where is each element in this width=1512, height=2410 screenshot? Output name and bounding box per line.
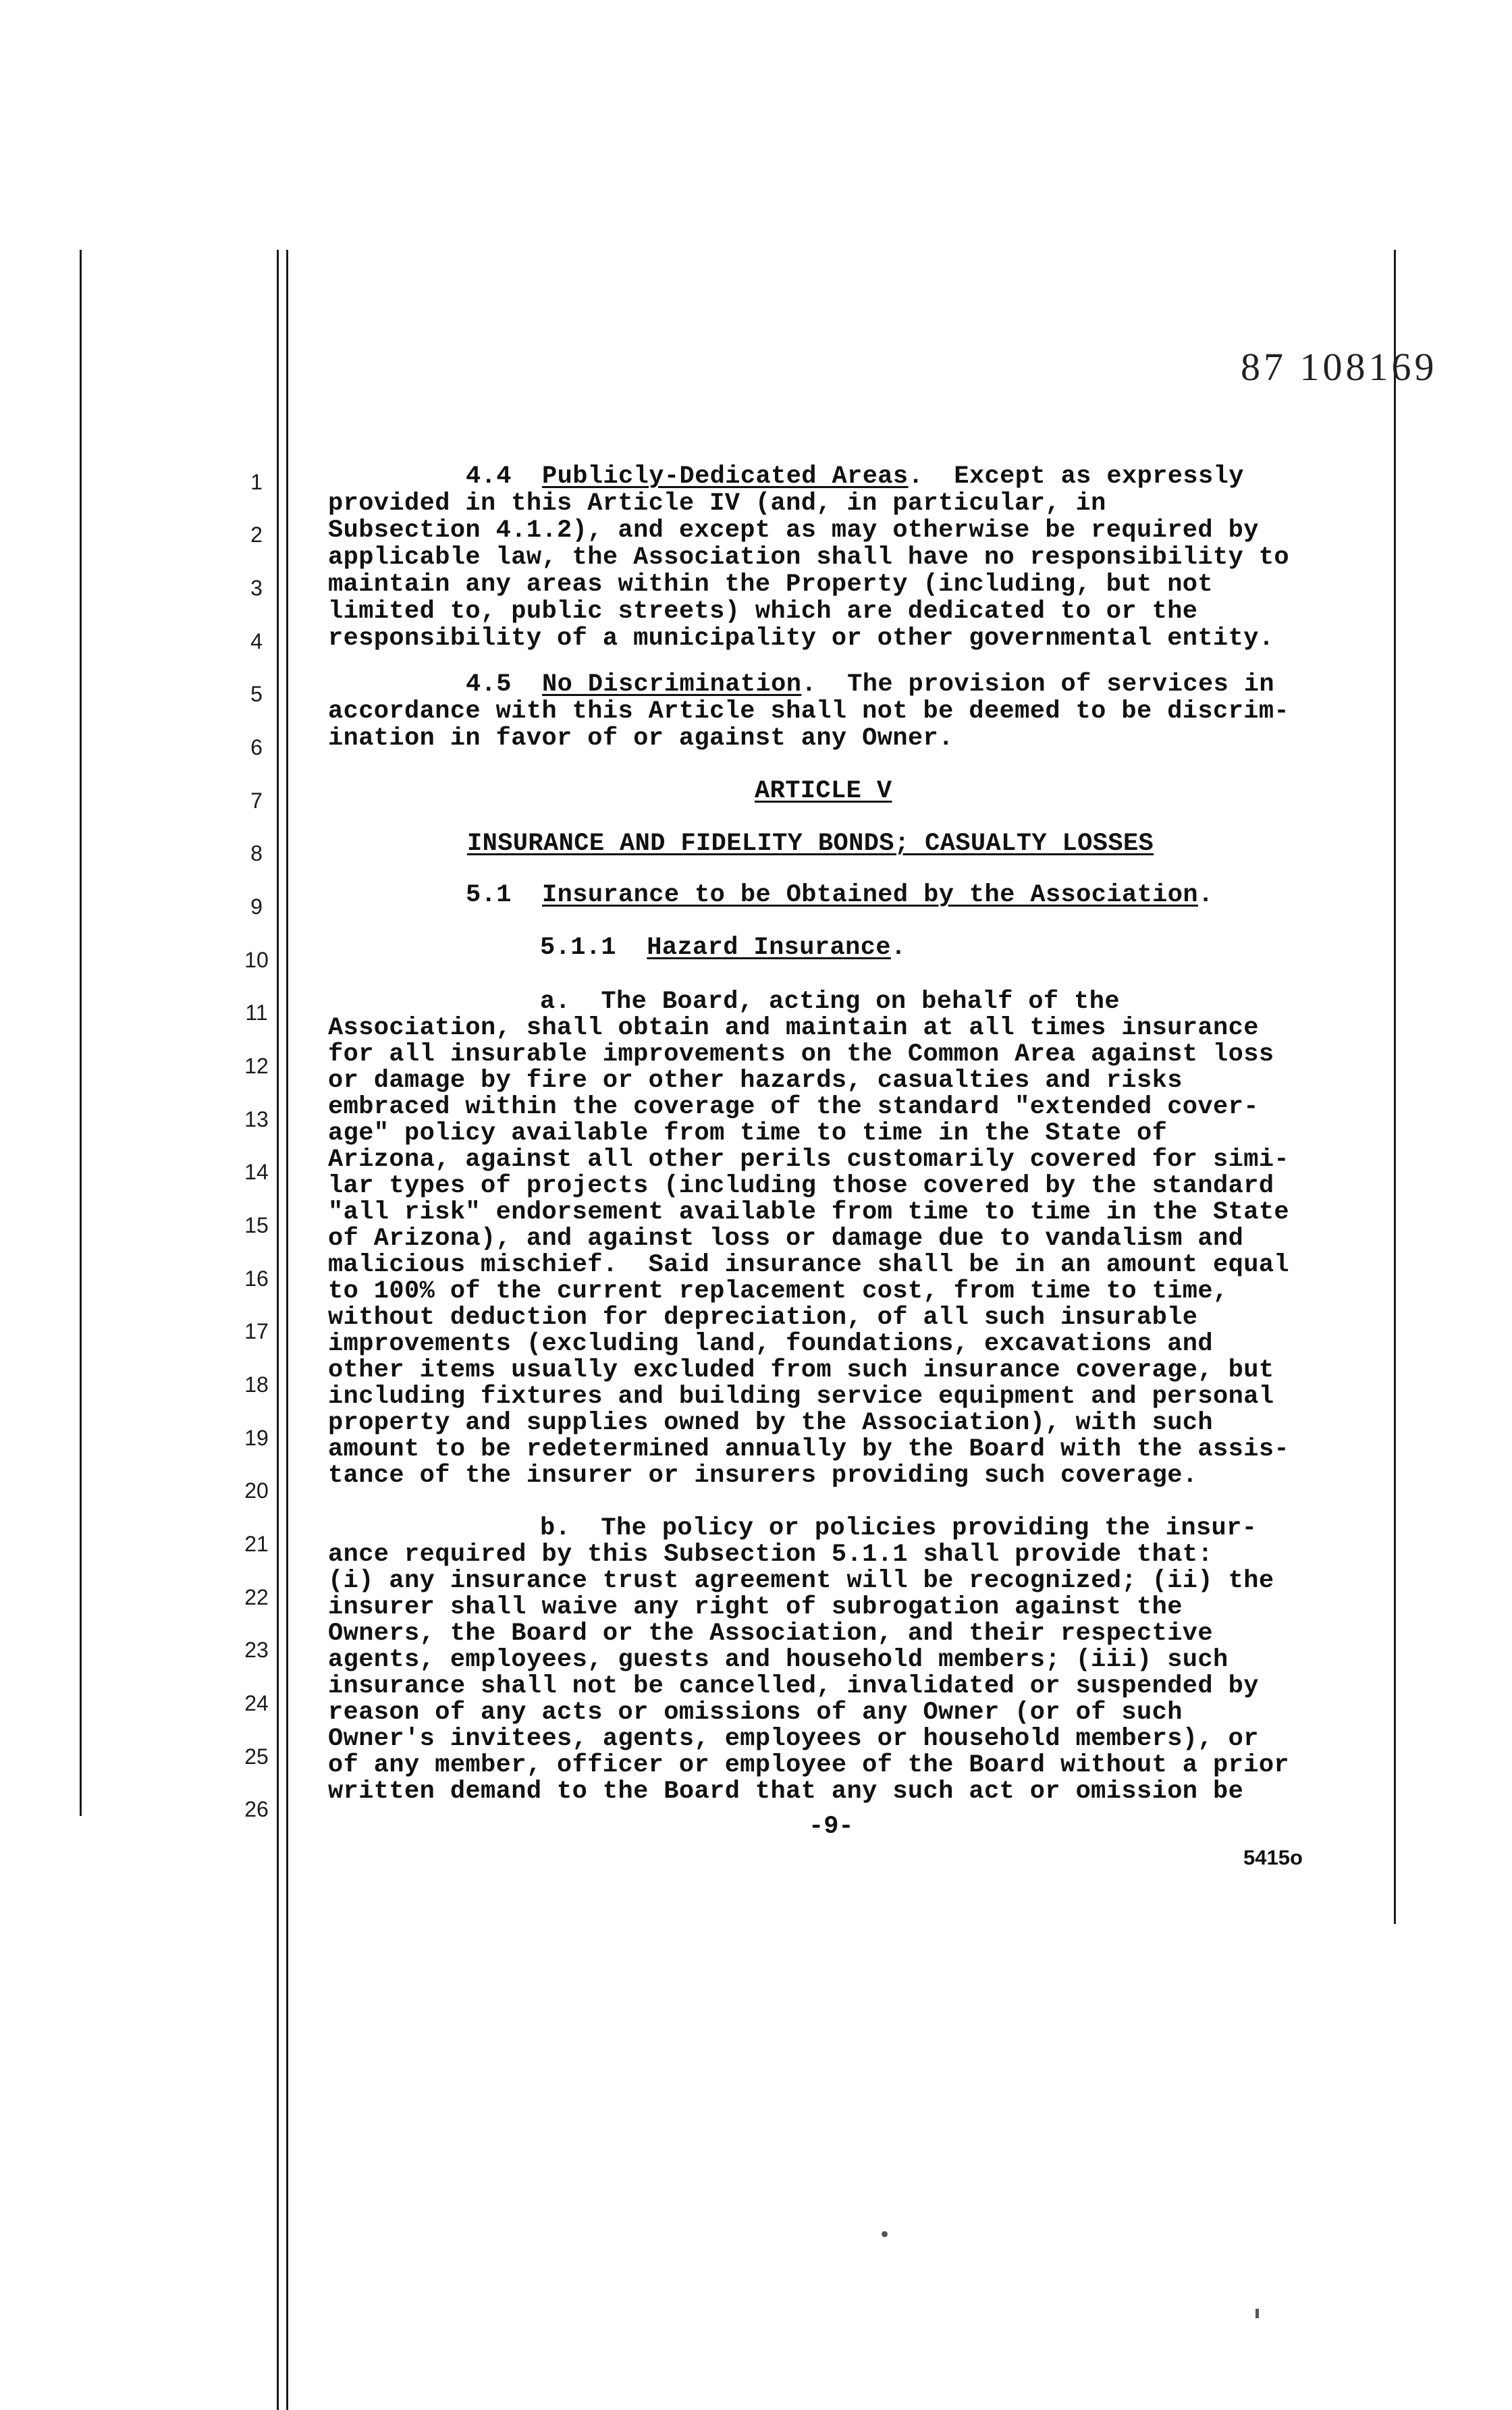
text-line: of Arizona), and against loss or damage due to vandalism and (328, 1225, 1244, 1253)
text-line: . Except as expressly (908, 462, 1244, 491)
text-line: for all insurable improvements on the Common Area against loss (328, 1040, 1274, 1069)
recording-number: 87 108169 (1241, 345, 1438, 389)
line-number-rule-outer (277, 250, 279, 2410)
line-number: 19 (244, 1426, 269, 1450)
line-number: 10 (244, 948, 269, 972)
line-number: 5 (250, 682, 263, 706)
section-heading: No Discrimination (542, 670, 802, 699)
page-number: -9- (809, 1813, 854, 1841)
line-number: 15 (244, 1213, 269, 1237)
form-code: 5415o (1243, 1846, 1303, 1869)
text-line: of any member, officer or employee of the Board without a prior (328, 1751, 1290, 1779)
line-number: 8 (250, 841, 263, 865)
text-line: applicable law, the Association shall have no responsibility to (328, 543, 1290, 572)
text-line: a. The Board, acting on behalf of the (540, 988, 1120, 1016)
line-number: 2 (250, 523, 263, 547)
line-number: 24 (244, 1691, 269, 1715)
section-number: 5.1 (466, 881, 512, 909)
text-line: accordance with this Article shall not be deemed to be discrim- (328, 697, 1290, 726)
text-line: . The provision of services in (801, 670, 1275, 699)
text-line: Arizona, against all other perils customarily covered for simi- (328, 1146, 1290, 1174)
section-4-4-first-line (466, 463, 1244, 490)
line-number-rule-inner (286, 250, 288, 2410)
text-line: including fixtures and building service equipment and personal (328, 1383, 1274, 1411)
scan-speck (882, 2231, 888, 2237)
right-margin-rule (1394, 250, 1396, 1924)
text-line: other items usually excluded from such insurance coverage, but (328, 1356, 1274, 1385)
line-number: 3 (250, 576, 263, 600)
text-line: age" policy available from time to time in the State of (328, 1119, 1168, 1148)
section-number: 4.5 (466, 670, 512, 699)
line-number: 14 (244, 1160, 269, 1184)
text-line: ance required by this Subsection 5.1.1 shall provide that: (328, 1541, 1214, 1569)
text-line: "all risk" endorsement available from time to time in the State (328, 1198, 1290, 1227)
text-line: improvements (excluding land, foundations, excavations and (328, 1330, 1214, 1358)
text-line: Owner's invitees, agents, employees or household members), or (328, 1725, 1259, 1753)
line-number: 21 (244, 1532, 269, 1556)
text-line: responsibility of a municipality or other governmental entity. (328, 624, 1274, 653)
heading-period: . (890, 934, 907, 962)
scan-speck (1256, 2309, 1259, 2318)
text-line: agents, employees, guests and household members; (iii) such (328, 1646, 1228, 1674)
line-number: 12 (244, 1054, 269, 1078)
text-line: property and supplies owned by the Association), with such (328, 1409, 1214, 1437)
section-5-1 (466, 882, 1214, 909)
text-line: Subsection 4.1.2), and except as may otherwise be required by (328, 516, 1259, 545)
article-subtitle: INSURANCE AND FIDELITY BONDS; CASUALTY LOSSES (467, 830, 1154, 858)
line-number: 25 (244, 1744, 269, 1769)
text-line: provided in this Article IV (and, in particular, in (328, 489, 1106, 518)
text-line: malicious mischief. Said insurance shall be in an amount equal (328, 1251, 1290, 1279)
text-line: written demand to the Board that any such act or omission be (328, 1777, 1244, 1806)
text-line: Association, shall obtain and maintain at all times insurance (328, 1014, 1259, 1042)
text-line: lar types of projects (including those covered by the standard (328, 1172, 1274, 1200)
section-heading: Hazard Insurance (647, 934, 891, 962)
text-line: tance of the insurer or insurers providing such coverage. (328, 1462, 1198, 1490)
line-number: 4 (250, 629, 263, 653)
text-line: ination in favor of or against any Owner. (328, 724, 954, 753)
line-number: 11 (245, 1000, 268, 1025)
line-number: 23 (244, 1638, 269, 1662)
text-line: or damage by fire or other hazards, casualties and risks (328, 1067, 1183, 1095)
text-line: insurance shall not be cancelled, invalidated or suspended by (328, 1672, 1259, 1701)
text-line: embraced within the coverage of the standard "extended cover- (328, 1093, 1259, 1121)
line-number: 17 (244, 1319, 269, 1343)
text-line: b. The policy or policies providing the insur- (540, 1514, 1258, 1543)
line-number: 18 (244, 1372, 269, 1397)
text-line: to 100% of the current replacement cost, from time to time, (328, 1277, 1228, 1306)
text-line: limited to, public streets) which are dedicated to or the (328, 597, 1198, 626)
section-number: 5.1.1 (540, 934, 617, 962)
line-number: 22 (244, 1585, 269, 1609)
line-number: 6 (250, 735, 263, 759)
article-title: ARTICLE V (755, 777, 892, 805)
line-number: 26 (244, 1797, 269, 1821)
line-number: 20 (244, 1478, 269, 1503)
line-number: 1 (250, 470, 263, 494)
section-heading: Publicly-Dedicated Areas (542, 462, 909, 491)
left-margin-rule (80, 250, 82, 1816)
section-5-1-1 (540, 934, 907, 961)
section-heading: Insurance to be Obtained by the Association (542, 881, 1198, 909)
text-line: maintain any areas within the Property (including, but not (328, 570, 1214, 599)
text-line: (i) any insurance trust agreement will be recognized; (ii) the (328, 1567, 1274, 1595)
text-line: Owners, the Board or the Association, and their respective (328, 1619, 1214, 1648)
text-line: amount to be redetermined annually by the Board with the assis- (328, 1435, 1290, 1464)
heading-period: . (1198, 881, 1214, 909)
text-line: insurer shall waive any right of subrogation against the (328, 1593, 1183, 1622)
section-4-5-first-line (466, 671, 1274, 698)
section-number: 4.4 (466, 462, 512, 491)
text-line: without deduction for depreciation, of all such insurable (328, 1304, 1198, 1332)
line-number: 9 (250, 894, 263, 919)
text-line: reason of any acts or omissions of any Owner (or of such (328, 1698, 1183, 1727)
line-number: 16 (244, 1266, 269, 1291)
line-number: 7 (250, 788, 263, 813)
line-number: 13 (244, 1107, 269, 1131)
